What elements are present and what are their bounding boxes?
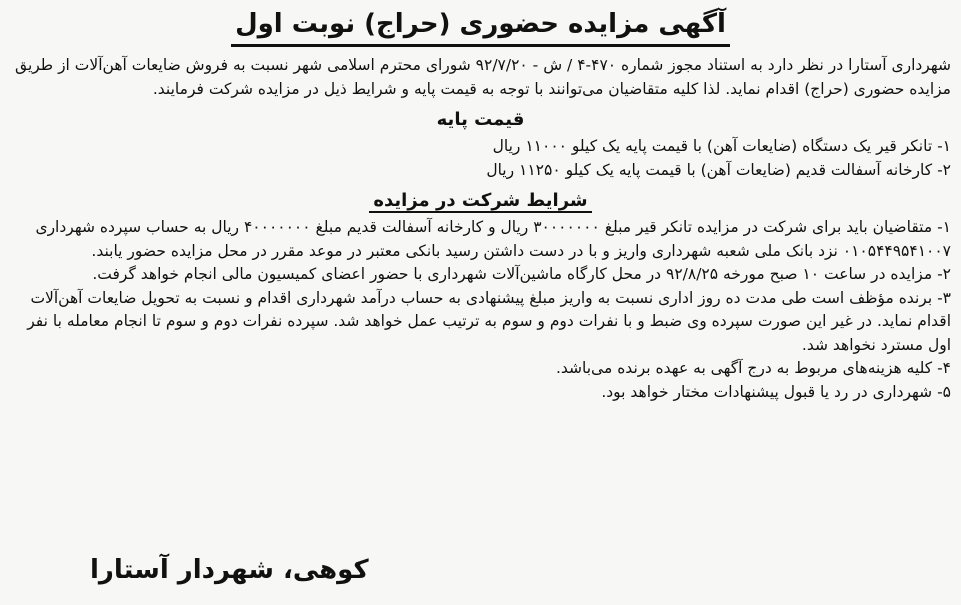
signature: کوهی، شهردار آستارا [90, 555, 369, 585]
intro-paragraph: شهرداری آستارا در نظر دارد به استناد مجوز شماره ۴۷۰-۴ / ش - ۹۲/۷/۲۰ شورای محترم اسلامی شهر نسبت به فروش ضایعات آهن‌آلات از طریق مزایده حضوری (حراج) اقدام نماید. لذا کلیه متقاضیان می‌توانند با توجه به قیمت پایه و شرایط ذیل در مزایده شرکت فرمایند. [15, 56, 951, 98]
condition-item: ۲- مزایده در ساعت ۱۰ صبح مورخه ۹۲/۸/۲۵ در محل کارگاه ماشین‌آلات شهرداری با حضور اعضای کمیسیون مالی انجام خواهد گرفت. [92, 265, 951, 283]
conditions-list [10, 216, 951, 404]
condition-item: ۱- متقاضیان باید برای شرکت در مزایده تانکر قیر مبلغ ۳۰۰۰۰۰۰۰ ریال و کارخانه آسفالت قدیم مبلغ ۴۰۰۰۰۰۰۰ ریال به حساب سپرده شهرداری ۰۱۰۵۴۴۹۵۴۱۰۰۷ نزد بانک ملی شعبه شهرداری واریز و با در دست داشتن رسید بانکی معتبر در موعد مقرر در محل مزایده حضور یابند. [35, 218, 951, 260]
condition-item: ۳- برنده مؤظف است طی مدت ده روز اداری نسبت به واریز مبلغ پیشنهادی به حساب درآمد شهرداری اقدام و نسبت به تحویل ضایعات آهن‌آلات اقدام نماید. در غیر این صورت سپرده وی ضبط و با نفرات دوم و سوم به ترتیب عمل خواهد شد. سپرده نفرات دوم و سوم تا انجام معامله با نفر اول مسترد نخواهد شد. [27, 288, 951, 354]
base-price-item: ۱- تانکر قیر یک دستگاه (ضایعات آهن) با قیمت پایه یک کیلو ۱۱۰۰۰ ریال [492, 137, 951, 155]
condition-item: ۵- شهرداری در رد یا قبول پیشنهادات مختار خواهد بود. [601, 382, 951, 401]
headline: آگهی مزایده حضوری (حراج) نوبت اول [231, 4, 730, 47]
condition-item: ۴- کلیه هزینه‌های مربوط به درج آگهی به عهده برنده می‌باشد. [555, 359, 951, 377]
headline-container [10, 4, 951, 50]
base-price-item: ۲- کارخانه آسفالت قدیم (ضایعات آهن) با قیمت پایه یک کیلو ۱۱۲۵۰ ریال [486, 160, 951, 179]
base-price-title: قیمت پایه [436, 109, 525, 130]
conditions-title-container [10, 188, 951, 214]
conditions-title: شرایط شرکت در مزایده [369, 190, 591, 213]
base-price-list [10, 135, 951, 182]
